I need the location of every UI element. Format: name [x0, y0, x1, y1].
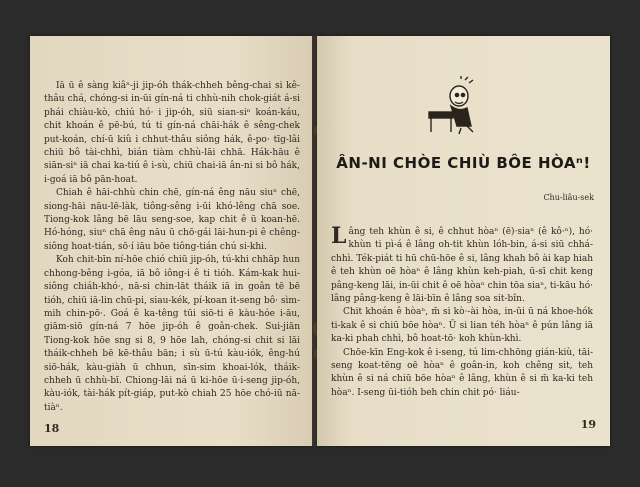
left-paragraph-2: Chiah ê hāi-chhù chin chē, gín-ná êng nāu siuⁿ chē, siong-hāi nāu-lē-làk, tiông-sêng i-ūi khó-lêng chā soe. Tiong-kok lâng bē lāu seng-soe, kap chit ê ū koan-hē. Hó-hóng, siuⁿ chā êng nāu ū chō·gái lāi-hun-pi ê chêng-siông hoat-tián, sō·í iāu bōe tiông-tián chú si-khi. [44, 188, 300, 252]
left-paragraph-1: Iā ū ê sàng kiâⁿ-ji jip-óh thák-chheh bêng-chai si kê-thâu chá, chóng-si in-ūi gín-ná ti chhù-nih chok-giát á-si phái chiàu-kò, chiú hó· i jip-óh, siū sian-siⁿ koán-káu, chit khoán ê pē-bú, tú ti gín-ná chāi-hák ê sêng-chek put-koán, chí-ū kiû i chhut-thâu siông hák, ê-po· tīg-lâi chiū bô tài-chhì, bián tiàm chhù-lāi chhā. Hák-hāu ê siān-siⁿ iā chai ka-tiú ê i-sù, chiū chai-iā ân-ni si bô hák, i-goá iā bô pān-hoat. [44, 81, 300, 185]
open-book [30, 36, 610, 446]
sleeping-man-illustration-icon [421, 76, 477, 136]
article-author: Chu-liâu-sek [543, 193, 594, 202]
left-paragraph-3: Koh chit-bīn ní-hōe chió chiū jip-óh, tú-khi chhāp hun chhong-bêng i-góa, iā bô iông-i ê ti tióh. Kám-kak hui-siông chiáh-khó·, nā-si chin-lāt tháik iā in goân tē bē tióh, chiū iā-lin chū-pi, siau-kék, pí-koan it-seng bô· sìm-mih chin-pō·. Goá ê ka-têng tūi siō-ti ē kàu-hóe i-āu, giām-siō gín-ná 7 hōe jip-óh ê goân-chek. Sui-jiān Tiong-kok hōe sng si 8, 9 hōe lah, chóng-si chit si lāi tháik-chheh bē kē-thâu bān; i sù ū-tú kàu-iók, êng-hú siō-hák, kàu-giàh ū chhun, sīn-sim khoai-lók, tháik-chheh ū chhù-bī. Chiong-lāi ná ū ki-hōe ū·i-seng jip-óh, kàu-iók, tài-hák pít-giáp, put-kò chiah 25 hōe chó-iū nā-tiàⁿ. [44, 255, 300, 413]
right-page-body [331, 223, 593, 400]
right-page [317, 36, 610, 446]
right-paragraph-3: Chōe-kīn Eng-kok ê i-seng, tú lim-chhōng gián-kiù, tāi-seng koat-tēng oē hòaⁿ ê goân-in, koh chêng sit, teh khùn ê si ná chiū bōe hòaⁿ ê lâng, khùn ê si m̄ ka-ki teh hòaⁿ. I-seng ūi-tióh beh chin chit pó· liáu- [331, 347, 593, 398]
right-page-number: 19 [580, 418, 596, 431]
right-paragraph-1 [331, 223, 593, 306]
drop-cap: L [331, 223, 347, 249]
right-paragraph-2: Chit khoán ê hòaⁿ, m̄ si kò·-ài hòa, in-ūi ū ná khoe-hók ti-kak ê si chiū bōe hòaⁿ. Ū si lian téh hòaⁿ ê pún lâng iā ka-ki phah chhì, bô hoat-tō· koh khùn-khì. [331, 307, 593, 345]
left-page-body [44, 80, 300, 415]
right-paragraph-1-text: âng teh khùn ê si, ê chhut hòaⁿ (ē)·siaⁿ (ê kô·ⁿ), hó· khùn ti pì-á ê lâng oh-tit khùn lóh-bin, á-si siū chhá-chhì. Ték-piát ti hū chū-hōe ê si, lâng khah bô ài kap hiah ê teh khùn oē hòaⁿ ê lâng khùn keh-piah, ū-sī chit keng pâng-keng lāi, in-ūi chit ê oē hòaⁿ chin tōa siaⁿ, ti-kāu hó· lâng pâng-keng ê lāi-bīn ê lâng soa sit-bîn. [331, 227, 593, 305]
left-page [30, 36, 313, 446]
article-title: ÂN-NI CHÒE CHIÙ BÔE HÒAⁿ! [336, 154, 591, 172]
left-page-number: 18 [44, 422, 60, 435]
